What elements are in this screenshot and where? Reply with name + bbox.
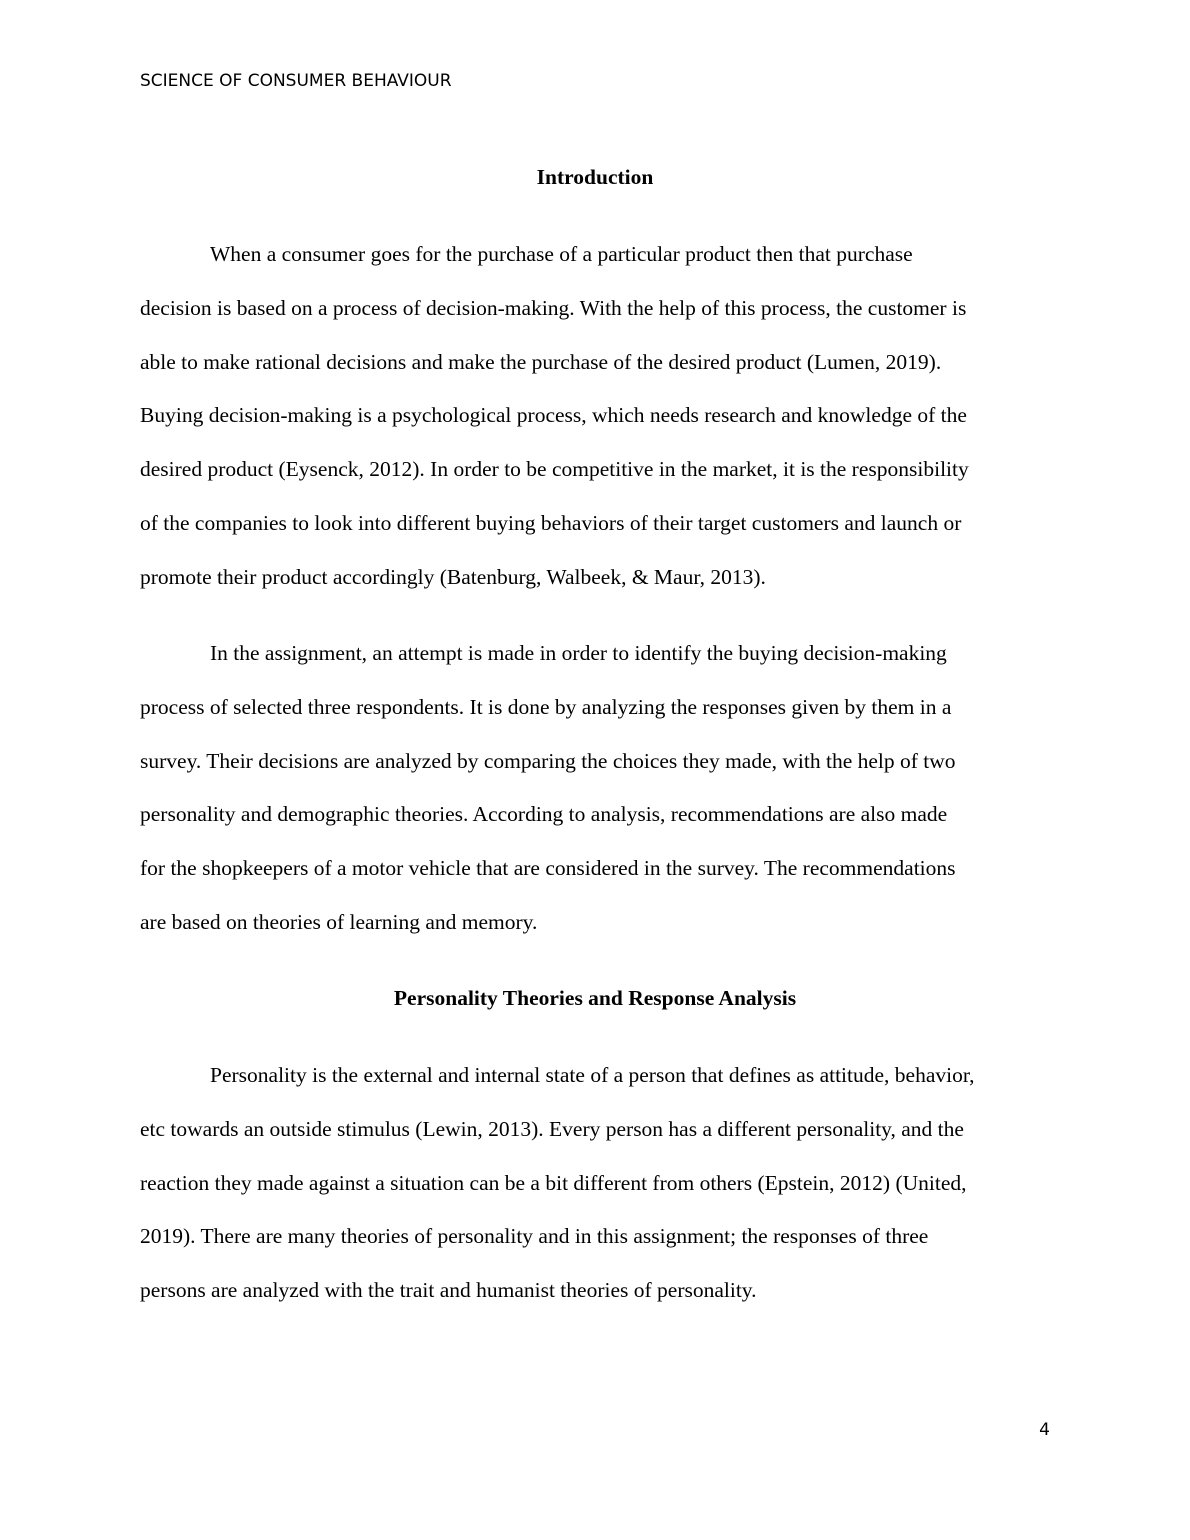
paragraph-line: survey. Their decisions are analyzed by comparing the choices they made, with the help of two <box>140 748 956 773</box>
section-heading-personality-theories: Personality Theories and Response Analysis <box>393 986 797 1010</box>
paragraph-line: promote their product accordingly (Batenburg, Walbeek, & Maur, 2013). <box>140 564 766 589</box>
paragraph <box>140 239 1050 616</box>
paragraph-line: are based on theories of learning and memory. <box>140 909 538 934</box>
paragraph-line: for the shopkeepers of a motor vehicle that are considered in the survey. The recommendations <box>140 856 956 881</box>
paragraph-line: process of selected three respondents. It is done by analyzing the responses given by them in a <box>140 694 952 719</box>
paragraph-line: Buying decision-making is a psychological process, which needs research and knowledge of the <box>140 403 967 428</box>
paragraph-line: 2019). There are many theories of personality and in this assignment; the responses of three <box>140 1224 929 1249</box>
paragraph <box>140 638 1050 961</box>
paragraph-line: In the assignment, an attempt is made in order to identify the buying decision-making <box>210 641 947 665</box>
paragraph-line: persons are analyzed with the trait and humanist theories of personality. <box>140 1278 757 1303</box>
running-head: SCIENCE OF CONSUMER BEHAVIOUR <box>140 71 452 91</box>
paragraph-line: desired product (Eysenck, 2012). In order to be competitive in the market, it is the responsibility <box>140 457 969 482</box>
page-number: 4 <box>1039 1420 1050 1440</box>
paragraph-line: When a consumer goes for the purchase of a particular product then that purchase <box>210 242 913 266</box>
paragraph <box>140 1060 1050 1329</box>
paragraph-line: able to make rational decisions and make the purchase of the desired product (Lumen, 2019). <box>140 349 942 374</box>
paragraph-line: personality and demographic theories. According to analysis, recommendations are also made <box>140 802 948 827</box>
paragraph-line: etc towards an outside stimulus (Lewin, 2013). Every person has a different personality, and the <box>140 1116 964 1141</box>
paragraph-line: Personality is the external and internal state of a person that defines as attitude, behavior, <box>210 1063 975 1087</box>
paragraph-line: decision is based on a process of decision-making. With the help of this process, the customer is <box>140 295 967 320</box>
paragraph-line: of the companies to look into different buying behaviors of their target customers and launch or <box>140 510 962 535</box>
section-heading-introduction: Introduction <box>536 165 654 189</box>
paragraph-line: reaction they made against a situation can be a bit different from others (Epstein, 2012) (United, <box>140 1170 967 1195</box>
